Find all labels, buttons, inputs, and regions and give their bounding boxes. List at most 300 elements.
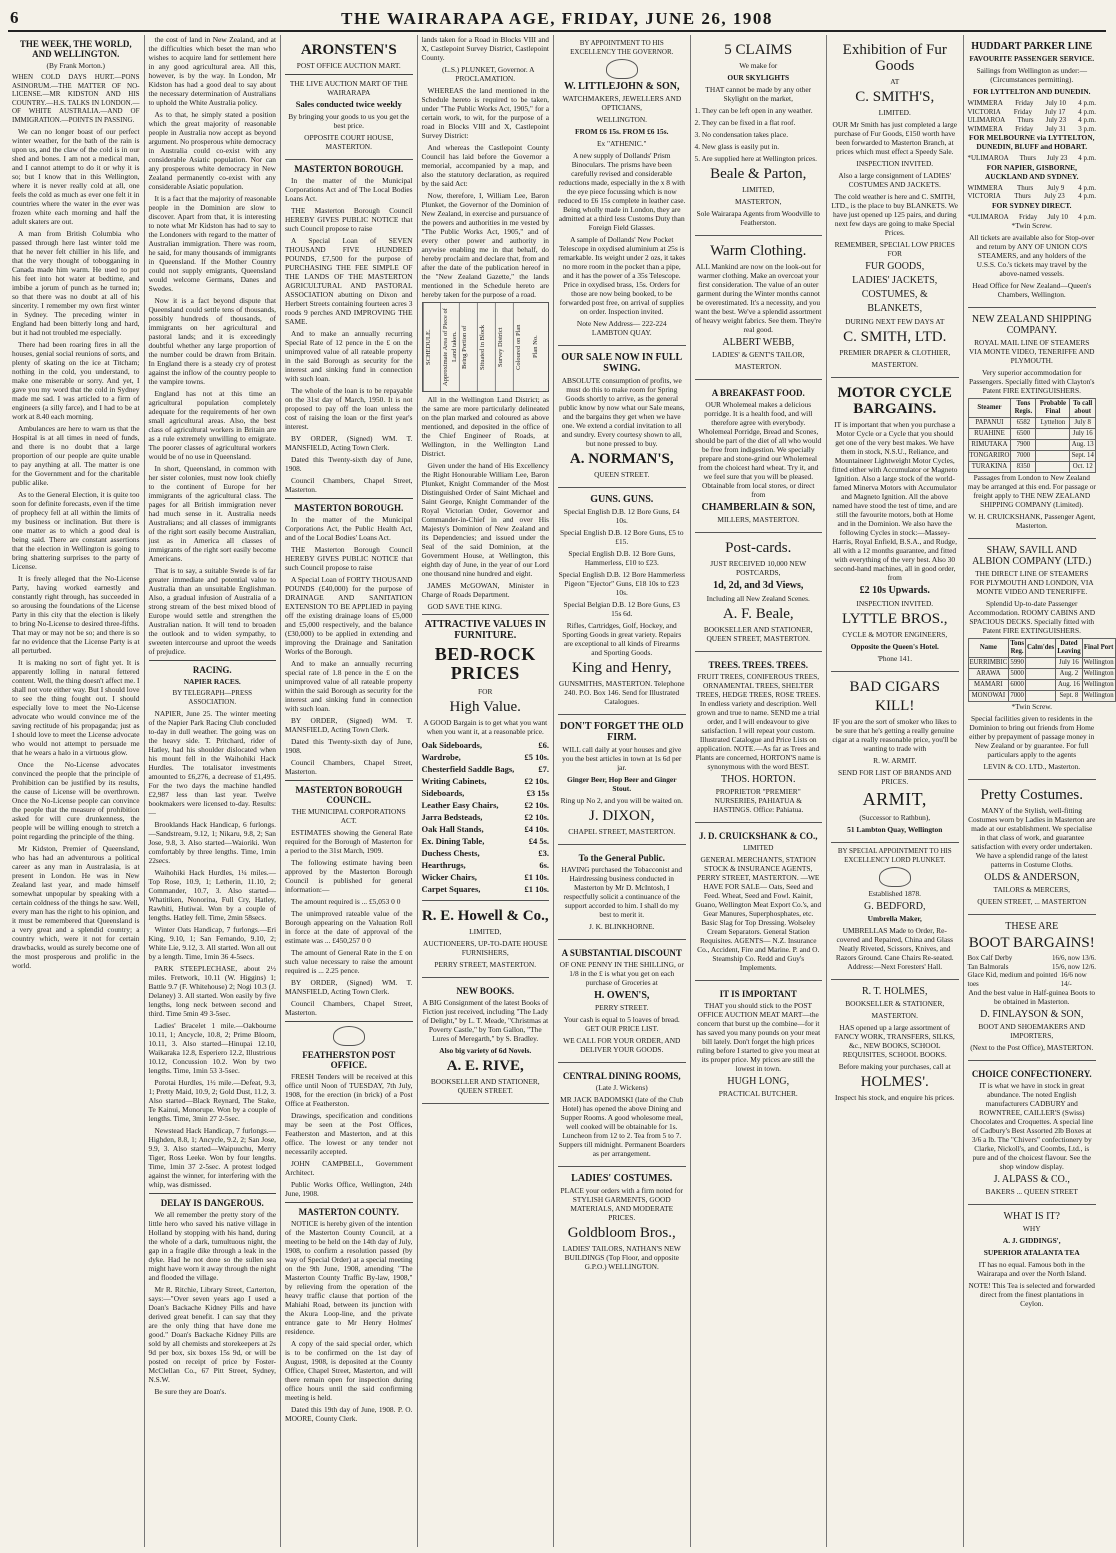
price-row <box>422 823 550 835</box>
danger-paragraph: We all remember the pretty story of the little hero who saved his native village in Holland by stopping with his hand, during the whole of a dark, tumultuous night, the gap in a fragile dike through a leak in the dyke. Had he not done so the sullen sea might have worn it away through the night and flooded the village. <box>148 1210 276 1282</box>
armit-name: ARMIT, <box>862 789 927 809</box>
proclamation-paragraph: WHEREAS the land mentioned in the Schedule hereto is required to be taken, under "The Public Works Act, 1905," for a certain work, to wit, for the purpose of a road in Blocks VIII and X, Castlepoint Survey District: <box>421 86 549 140</box>
table-cell: EURRIMBIC <box>968 658 1009 669</box>
notice-paragraph: Council Chambers, Chapel Street, Masterton. <box>285 758 413 776</box>
tobacconist-ad <box>558 845 686 940</box>
sailing-cell: 4 p.m. <box>1078 212 1096 221</box>
claim-item: 4. New glass is easily put in. <box>694 142 780 151</box>
pretty-text: MANY of the Stylish, well-fitting Costumes worn by Ladies in Masterton are made at our establishment. We specialise in that class of work, and guarantee satisfaction with every order undertaken. We have a splendid range of the latest patterns in Costume Cloths. <box>968 806 1096 869</box>
table-header: Tons Regis. <box>1011 399 1036 418</box>
skylight-ad <box>695 35 823 236</box>
holmes-line: MASTERTON. <box>871 1011 918 1020</box>
finlayson-ad <box>968 915 1097 1061</box>
sailing-cell: Thurs <box>1016 183 1034 192</box>
claims-list <box>695 106 823 163</box>
tobacconist-sign: J. K. BLINKHORNE. <box>589 922 655 931</box>
notice-body <box>285 515 413 776</box>
price-row <box>422 859 550 871</box>
chamberlain-ad <box>695 380 823 533</box>
webb-ad <box>695 236 823 380</box>
danger-body <box>149 1210 277 1396</box>
claim-item: 5. Are supplied here at Wellington prices. <box>694 154 817 163</box>
goldbloom-name: Goldbloom Bros., <box>567 1225 676 1241</box>
route-heading: FOR LYTTELTON AND DUNEDIN. <box>972 87 1091 96</box>
trees-text: FRUIT TREES, CONIFEROUS TREES, ORNAMENTAL TREES, SHELTER TREES, HEDGE TREES, ROSE TREES. In endless variety and description. Well grown and true to name. SEND me a trial order, and I will endeavour to give satisfaction. I will repeat your custom. Illustrated Catalogue and Price Lists on application. NOTE.—As far as Trees and Plants are concerned, HORTON'S name is synonymous with the word BEST. <box>695 672 821 771</box>
table-cell: 6500 <box>1011 429 1036 440</box>
notice-paragraph: Public Works Office, Wellington, 24th June, 1908. <box>285 1180 413 1198</box>
huddart-line: Sailings from Wellington as under:— (Circumstances permitting). <box>976 66 1088 84</box>
norman-ad <box>558 346 686 488</box>
table-cell: Wellington <box>1082 691 1115 702</box>
claims-title: OUR SKYLIGHTS <box>727 73 790 82</box>
furniture-headline: High Value. <box>449 699 521 715</box>
shaw-table <box>968 638 1116 702</box>
page-number: 6 <box>10 8 19 27</box>
long-name: HUGH LONG, <box>727 1076 790 1087</box>
howell-ad <box>422 901 550 978</box>
article-paragraph: A man from British Columbia who passed through here last winter told me that he never felt chillier in his life, and that the very thought of tobogganing in Canada made him warm. He used to put his feet into hot water at bedtime, and imbibe a jorum of punch as he turned in; so that there was no doubt at all of his sincerity. I remember my own first winter in Sydney. The preceding winter in England had been bitterly long and hard, but it had not troubled me especially. <box>12 229 140 337</box>
claims-sub: We make for <box>739 61 778 70</box>
article-paragraph: the cost of land in New Zealand, and at the difficulties which beset the man who wishes to acquire land for settlement here in any good agricultural area. All this, however, is by the way. In London, Mr Kidston has had a good deal to say about the necessary determination of Australians to uphold the White Australia policy. <box>148 35 276 107</box>
table-row <box>968 440 1096 451</box>
littlejohn-paragraph: A new supply of Dollands' Prism Binoculars. The prisms have been carefully revised and considerable reductions made, especially in the x 8 with the eye piece focussing which is now reduced to £6 15s complete in leather case. Being wholly made in London, they are admitted at a third less Customs Duty than Foreign Field Glasses. <box>558 151 686 232</box>
sailing-cell: July 23 <box>1046 154 1068 162</box>
food-heading: A BREAKFAST FOOD. <box>711 388 805 398</box>
postcard-views: 1d, 2d, and 3d Views, <box>713 580 804 591</box>
table-row <box>968 669 1115 680</box>
article-paragraph: It is a fact that the majority of reasonable people in the Dominion are slow to discover. Apart from that, it is interesting to note what Mr Kidston has had to say to the Londoners with regard to the matter of Australian immigration. There was room, he said, for many thousands of immigrants in Queensland. If the Mother Country could not supply emigrants, Queensland would welcome Germans, Danes and Swedes. <box>148 194 276 293</box>
table-cell: TURAKINA <box>968 462 1011 473</box>
schedule-column: Survey District <box>495 303 513 391</box>
danger-heading: DELAY IS DANGEROUS. <box>160 1198 264 1208</box>
fur-line: DURING NEXT FEW DAYS AT <box>845 317 945 326</box>
price-row <box>422 775 550 787</box>
racing-paragraph: Newstead Hack Handicap, 7 furlongs.—Highden, 8.8, 1; Ancycle, 9.2, 2; San Jose, 9.9, 3. Also started—Waipuuchu, Merry Tiger, Ross Leeke. Won by four lengths. Time, 1min 37 2-5sec. A protest lodged against the winner, for interfering with the whip, was dismissed. <box>148 1126 276 1189</box>
dining-text: MR JACK BADOMSKI (late of the Club Hotel) has opened the above Dining and Supper Rooms. A good wholesome meal, well cooked will be obtainable for 1s. Luncheon from 12 to 2. Tea from 5 to 7. Suppers till midnight. Permanent Boarders as per arrangement. <box>558 1095 685 1158</box>
table-header: Final Port <box>1082 639 1115 658</box>
sailing-cell: Thurs <box>1014 192 1031 200</box>
huddart-ad <box>968 35 1097 308</box>
boot-cell: Glace Kid, medium and pointed toes <box>967 971 1058 988</box>
littlejohn-line: WATCHMAKERS, JEWELLERS AND OPTICIANS, <box>562 94 682 112</box>
claim-item: 3. No condensation takes place. <box>694 130 789 139</box>
fur-line: LIMITED. <box>878 108 911 117</box>
sailing-cell: July 9 <box>1047 183 1065 192</box>
column-8 <box>964 35 1114 1547</box>
boot-heading: THESE ARE <box>1005 921 1059 932</box>
rive-name: A. E. RIVE, <box>446 1058 524 1074</box>
item-name: Duchess Chests, <box>421 848 480 858</box>
gun-item: Special English D.B. 12 Bore Guns, £4 10s. <box>563 507 680 525</box>
racing-subheading: NAPIER RACES. <box>183 677 241 686</box>
schedule-column: Coloured on Plan <box>513 303 531 391</box>
notice-paragraph: BY ORDER, (Signed) WM. T. MANSFIELD, Acting Town Clerk. <box>285 434 413 452</box>
sailing-cell: WIMMERA <box>967 183 1003 192</box>
boot-cell: Box Calf Derby <box>967 954 1013 962</box>
guns-list <box>558 507 686 657</box>
holmes-line: BOOKSELLER & STATIONER, <box>845 999 945 1008</box>
huddart-name: HUDDART PARKER LINE <box>971 41 1093 52</box>
notice-paragraph: The amount required is ... £5,053 0 0 <box>291 897 401 906</box>
notice-paragraph: The following estimate having been approved by the Masterton Borough Council is published for general information:— <box>285 858 413 894</box>
cigar-line: R. W. ARMIT. <box>873 756 917 765</box>
important-text: THAT you should stick to the POST OFFICE AUCTION MEAT MART—the concern that burst up the combine—for it has saved you many pounds on your meat bill lately. Don't forget the high prices ruling before I started to give you meat at its proper price. My prices are still the lowest in town. <box>696 1001 821 1073</box>
notice-paragraph: NOTICE is hereby given of the intention of the Masterton County Council, at a meeting to be held on the 14th day of July, 1908, to confirm a resolution passed (by way of Special Order) at a special meeting on the 9th June, 1908, amending "The Masterton County Traffic By-law, 1908," by relieving from the operation of the heavy traffic clause that portion of the Mahiahi Road, between its junction with the Akura Loop-line, and the private entrance gate to Mr Henry Holmes' residence. <box>285 1219 413 1336</box>
smith-name: C. SMITH'S, <box>855 89 935 105</box>
column-2 <box>145 35 282 1547</box>
horton-ad <box>695 652 823 823</box>
table-cell <box>1026 680 1056 691</box>
dining-ad <box>558 1063 686 1167</box>
notice-paragraph: Council Chambers, Chapel Street, Masterton. <box>285 476 413 494</box>
what-heading: WHAT IS IT? <box>1003 1211 1060 1222</box>
table-cell: MONOWAI <box>968 691 1009 702</box>
webb-name: ALBERT WEBB, <box>722 337 795 348</box>
shaw-text: Special facilities given to residents in the Dominion to bring out friends from Home either by prepayment of passage money in New Zealand or by guarantee. For full particulars apply to the agents <box>969 714 1095 759</box>
table-cell: Aug. 13 <box>1070 440 1096 451</box>
alpass-ad <box>968 1061 1097 1205</box>
proclamation-paragraph: JAMES McGOWAN, Minister in Charge of Roads Department. <box>421 581 549 599</box>
olds-line: QUEEN STREET, ... MASTERTON <box>977 897 1087 906</box>
table-cell: 5000 <box>1009 669 1026 680</box>
nzsc-line: Very superior accommodation for Passengers. Specially fitted with Clayton's Patent FIRE EXTINGUISHERS. <box>968 368 1095 395</box>
table-header: Tons Reg. <box>1009 639 1026 658</box>
article-paragraph: We can no longer boast of our perfect winter weather, for the bath of the rain is upon us, and the claw of the cold is in our shed and bones. I am not a medical man, and I cannot attempt to do it or why it is so; but I know that in this Wellington, where it is never really cold at all, one feels the cold as much as ever one felt it in countries where the water in the ever was frozen white each morning and half the adult skaters are out. <box>12 127 140 226</box>
finlayson-line: BOOT AND SHOEMAKERS AND IMPORTERS, <box>978 1022 1086 1040</box>
table-cell: Sept. 14 <box>1070 451 1096 462</box>
norman-name: A. NORMAN'S, <box>569 451 674 467</box>
item-name: Wicker Chairs, <box>421 872 477 882</box>
racing-body <box>149 709 277 1189</box>
motor-line: INSPECTION INVITED. <box>856 599 934 608</box>
huddart-line: Head Office for New Zealand—Queen's Chambers, Wellington. <box>972 281 1092 299</box>
food-text: OUR Wholemeal makes a delicious porridge. It is a health food, and will therefore agree with everybody. Wholemeal Porridge, Bread and Scones, should be part of the diet of all who would be free from indigestion. We specially prepare and stone-grind our Wholemeal from the choicest hard wheat. Try it, and we feel sure that you will be pleased. Obtainable from local stores, or direct from <box>695 400 822 499</box>
claim-item: 2. They can be fixed in a flat roof. <box>694 118 796 127</box>
firm-text: Ginger Beer, Hop Beer and Ginger Stout. <box>567 775 677 793</box>
item-price: £1 10s. <box>524 872 549 882</box>
aronsten-line: Sales conducted twice weekly <box>295 99 402 109</box>
article-body <box>12 127 140 970</box>
item-name: Oak Sideboards, <box>421 740 482 750</box>
cigar-text: IF you are the sort of smoker who likes to be sure that he's getting a really genuine cigar at a really reasonable price, you'll be wanting to trade with <box>832 717 958 753</box>
notice-paragraph: Drawings, specification and conditions may be seen at the Post Offices, Featherston and Masterton, and at this office. The lowest or any tender not necessarily accepted. <box>285 1111 413 1156</box>
price-row <box>422 883 550 895</box>
newspaper-title: THE WAIRARAPA AGE, FRIDAY, JUNE 26, 1908 <box>341 9 773 28</box>
route-heading: FOR NAPIER, GISBORNE, AUCKLAND AND SYDNEY. <box>984 162 1079 181</box>
item-name: Leather Easy Chairs, <box>421 800 499 810</box>
table-cell: July 16 <box>1070 429 1096 440</box>
lyttle-ad <box>831 378 959 672</box>
warm-text: ALL Mankind are now on the look-out for warmer clothing. Make an overcoat your first consideration. The value of an outer garment during the Winter months cannot be overestimated. It's a necessity, and you want the best. We've a splendid assortment of heavy weight fabrics. See them. They're real good. <box>695 262 822 334</box>
article-paragraph: It is freely alleged that the No-License Party, having worked earnestly and constantly right through, has succeeded in so arousing the foundations of the License Party in this city that the election is likely to bring No-License to desired three-fifths. That may or may not be so; and there is so far no evidence that the License Party is at all perturbed. <box>12 574 140 655</box>
furniture-line: A GOOD Bargain is to get what you want when you want it, at a reasonable price. <box>423 718 548 736</box>
article-paragraph: Ambulances are here to warn us that the Hospital is at all times in need of funds, and there is no doubt that a large proportion of our people are quite unable to pay anything at all. The matter is one for the Government and for the charitable public alike. <box>12 424 140 487</box>
dining-heading: CENTRAL DINING ROOMS, <box>562 1071 681 1081</box>
owen-name: H. OWEN'S, <box>594 990 650 1001</box>
price-row <box>422 799 550 811</box>
rive-address: BOOKSELLER AND STATIONER, QUEEN STREET. <box>430 1077 540 1095</box>
horton-address: PROPRIETOR "PREMIER" NURSERIES, PAHIATUA & HASTINGS. Office: Pahiatua. <box>713 787 804 814</box>
table-cell: Aug. 2 <box>1056 669 1082 680</box>
racing-paragraph: PARK STEEPLECHASE, about 2½ miles. Fretwork, 10.11 (W. Higgins) 1; Battle 9.7 (F. Whitehouse) 2; Nogi 10.3 (J. Delaney) 3. All started. Won easily by five lengths, long neck between second and third. Time 5min 49 3-5sec. <box>148 964 276 1018</box>
sale-heading: OUR SALE NOW IN FULL SWING. <box>561 352 683 374</box>
notice-paragraph: BY ORDER, (Signed) WM. T. MANSFIELD, Acting Town Clerk. <box>285 716 413 734</box>
sailing-cell: WIMMERA <box>967 124 1003 133</box>
item-name: Wardrobe, <box>421 752 461 762</box>
sailing-cell: ULIMAROA <box>967 116 1006 124</box>
table-cell: 5990 <box>1009 658 1026 669</box>
sailing-cell: VICTORIA <box>967 107 1001 116</box>
notice-subheading: THE MUNICIPAL CORPORATIONS ACT. <box>291 807 406 825</box>
notice-paragraph: ESTIMATES showing the General Rate required for the Borough of Masterton for a period to the 31st March, 1909. <box>285 828 413 855</box>
sailing-cell: *ULIMAROA <box>967 154 1009 162</box>
item-price: £1 10s. <box>524 884 549 894</box>
article-continued <box>149 35 277 656</box>
notice-heading: MASTERTON BOROUGH. <box>294 164 404 174</box>
route-heading: FOR MELBOURNE via LYTTELTON, DUNEDIN, BLUFF and HOBART. <box>969 133 1095 151</box>
notice-paragraph: THE Masterton Borough Council HEREBY GIVES PUBLIC NOTICE that such Council propose to raise <box>285 545 413 572</box>
sailing-cell: 4 p.m. <box>1078 154 1096 162</box>
nzsc-line: ROYAL MAIL LINE OF STEAMERS VIA MONTE VIDEO, TENERIFFE AND PLYMOUTH. <box>968 338 1095 365</box>
littlejohn-line: WELLINGTON. <box>596 115 648 124</box>
sailing-cell: July 10 <box>1047 212 1068 221</box>
nzsc-text: Passages from London to New Zealand may be arranged at this end. For passage or freight apply to THE NEW ZEALAND SHIPPING COMPANY (Limited). <box>967 473 1096 509</box>
norman-address: QUEEN STREET. <box>594 470 650 479</box>
claims-intro: THAT cannot be made by any other Skylight on the market, <box>705 85 812 103</box>
item-price: £4 10s. <box>524 824 549 834</box>
fur-line: MASTERTON. <box>871 360 918 369</box>
bedford-appointment: BY SPECIAL APPOINTMENT TO HIS EXCELLENCY LORD PLUNKET. <box>837 847 952 864</box>
item-name: Hearthrugs, <box>421 860 466 870</box>
table-cell: Lyttelton <box>1036 418 1070 429</box>
notice-paragraph: The amount of General Rate in the £ on such value necessary to raise the amount required is ... 2.25 pence. <box>285 948 413 975</box>
item-name: Sideboards, <box>421 788 465 798</box>
claims-heading: 5 CLAIMS <box>724 42 793 58</box>
nzsc-agent: W. H. CRUICKSHANK, Passenger Agent, Masterton. <box>968 512 1096 530</box>
fur-text: The cold weather is here and C. SMITH, LTD., is the place to buy BLANKETS. We have just opened up 125 pairs, and during next few days are going to make Special Prices. <box>831 192 959 237</box>
masthead <box>8 6 1106 32</box>
gun-item: Special English D.B. 12 Bore Guns, Hammerless, £10 to £23. <box>568 549 676 567</box>
notice-paragraph: A copy of the said special order, which is to be confirmed on the 1st day of August, 1908, is deposited at the County Office, Chapel Street, Masterton, and will there remain open for inspection during office hours until the said confirming meeting is held. <box>285 1339 413 1402</box>
article-paragraph: It is making no sort of fight yet. It is apparently lolling in natural fettered content. Well, the thing doesn't affect me. I shall not vote either way. But I should love to see the thing fought out. I should especially love to meet the No-License advocate who would convince me of the saving rectitude of his propaganda; just as I should love to meet the License advocate who would not attempt to persuade me that he wears a halo in a virtuous glow. <box>12 658 140 757</box>
table-header: To call about <box>1070 399 1096 418</box>
firm-heading: DON'T FORGET THE OLD FIRM. <box>559 721 684 743</box>
sailing-cell: Thurs <box>1017 116 1034 124</box>
notice-paragraph: The unimproved rateable value of the Borough appearing on the Valuation Roll in force at the date of approval of the estimate was ... £450,257 0 0 <box>285 909 413 945</box>
sailing-row <box>968 125 1097 134</box>
giddings-ad <box>968 1205 1097 1316</box>
olds-name: OLDS & ANDERSON, <box>984 872 1080 883</box>
fur-line: LADIES' JACKETS, <box>852 275 938 286</box>
littlejohn-body <box>558 151 686 337</box>
cigar-ad <box>831 672 959 843</box>
sailing-cell: 4 p.m. <box>1078 107 1096 116</box>
notice-paragraph: Dated this 19th day of June, 1908. P. O. MOORE, County Clerk. <box>285 1405 413 1423</box>
holmes-line: Inspect his stock, and enquire his prices. <box>835 1093 955 1102</box>
books-ad <box>422 978 550 1104</box>
cruickshank-ad <box>695 823 823 981</box>
proclamation-by: (L.S.) PLUNKET, Governor. A PROCLAMATION. <box>442 65 535 83</box>
notice-paragraph: BY ORDER, (Signed) WM. T. MANSFIELD, Acting Town Clerk. <box>285 978 413 996</box>
danger-paragraph: Mr R. Ritchie, Library Street, Carterton, says:—"Over seven years ago I used a Doan's Backache Kidney Pills and have derived great benefit. I can say that they are the only thing that have done me good." Doan's Backache Kidney Pills are sold by all chemists and storekeepers at 2s 9d per box, six boxes 15s 9d, or will be posted on receipt of price by Foster-McClellan Co., 67 Pitt Street, Sydney, N.S.W. <box>148 1285 276 1384</box>
lyttle-line: 'Phone 141. <box>877 654 913 663</box>
table-cell: July 16 <box>1056 658 1082 669</box>
royal-crest-icon <box>606 59 638 79</box>
furniture-line: FOR <box>478 687 493 696</box>
proclamation-paragraph: Given under the hand of His Excellency the Right Honourable William Lee, Baron Plunket, Knight Commander of the Most Distinguished Order of Saint Michael and Saint George, Knight Commander of the Royal Victorian Order, Governor and Commander-in-Chief in and over His Majesty's Dominion of New Zealand and its Dependencies; and issued under the Seal of the said Dominion, at the Government House, at Wellington, this eighth day of June, in the year of our Lord one thousand nine hundred and eight. <box>421 461 549 578</box>
lyttle-line: Opposite the Queen's Hotel. <box>850 642 939 651</box>
column-7 <box>827 35 964 1547</box>
sailing-cell: 4 p.m. <box>1078 192 1096 200</box>
king-address: GUNSMITHS, MASTERTON. Telephone 240. P.O. Box 146. Send for Illustrated Catalogues. <box>558 679 685 706</box>
smith-ad <box>831 35 959 378</box>
armit-address: 51 Lambton Quay, Wellington <box>847 825 943 834</box>
gun-item: Special Belgian D.B. 12 Bore Guns, £3 15s 6d. <box>563 600 680 618</box>
beale-line: LIMITED, <box>742 185 775 194</box>
bedford-line: Umbrella Maker, <box>867 914 922 923</box>
alpass-name: J. ALPASS & CO., <box>993 1174 1070 1185</box>
notice-paragraph: JOHN CAMPBELL, Government Architect. <box>285 1159 413 1177</box>
littlejohn-line: FROM £6 15s. FROM £6 15s. <box>575 127 669 136</box>
postcard-text: Including all New Zealand Scenes. <box>706 594 810 603</box>
sailing-row <box>968 192 1097 201</box>
books-text: A BIG Consignment of the latest Books of Fiction just received, including "The Lady of Delight," by L. T. Meade, "Christmas at Poverty Castle," by Tom Gallon, "The Lures of Meregarth," by S. Bradley. <box>422 998 549 1043</box>
schedule-column: Being Portion of <box>459 303 477 391</box>
article-paragraph: There had been roaring fires in all the houses, genial social reunions of sorts, and plenty of skating on the ice at Titcham; nothing in the cold, you understand, to make one miserable or sorry. And yet, I gave you my word that the cold in Sydney made me sad. I was articled to a firm of engineers (a silly farce), and I had to be at work at 8.40 each morning. <box>12 340 140 421</box>
owen-text: Your cash is equal to 5 loaves of bread. GET OUR PRICE LIST. <box>563 1015 680 1033</box>
webb-line: LADIES' & GENT'S TAILOR, <box>712 350 805 359</box>
proclamation-body <box>422 86 550 299</box>
armit-line: (Successor to Rathbun), <box>859 813 931 822</box>
aronsten-ad <box>285 35 413 160</box>
atalanta-note: NOTE! This Tea is selected and forwarded direct from the finest plantations in Ceylon. <box>968 1281 1095 1308</box>
sailing-cell: 3 p.m. <box>1078 124 1096 133</box>
notice-heading: FEATHERSTON POST OFFICE. <box>302 1050 396 1070</box>
holmes-name: R. T. HOLMES, <box>862 986 928 997</box>
item-price: £7. <box>538 764 549 774</box>
goldbloom-ad <box>558 1167 686 1279</box>
item-price: £6. <box>538 740 549 750</box>
goldbloom-address: LADIES' TAILORS, NATHAN'S NEW BUILDINGS (Top Floor, and opposite G.P.O.) WELLINGTON. <box>562 1244 681 1271</box>
table-cell <box>1036 429 1070 440</box>
item-price: £3. <box>538 848 549 858</box>
owen-text: WE CALL FOR YOUR ORDER, AND DELIVER YOUR GOODS. <box>563 1036 681 1054</box>
boot-row <box>968 971 1097 988</box>
boot-cell: Tan Balmorals <box>967 962 1009 971</box>
table-header: Steamer <box>968 399 1011 418</box>
table-row <box>968 680 1115 691</box>
boot-cell: 15/6, now 12/6. <box>1052 962 1096 971</box>
warrant-line: BY APPOINTMENT TO HIS EXCELLENCY THE GOVERNOR. <box>570 39 674 56</box>
books-text: Also big variety of 6d Novels. <box>439 1046 532 1055</box>
dixon-address: CHAPEL STREET, MASTERTON. <box>568 827 676 836</box>
sale-text: ABSOLUTE consumption of profits, we must do this to make room for Spring Goods shortly to arrive, as the general public know by now what our Sale means, and the bargains they get when we have one. We extend a cordial invitation to all and sundry. Every courtesy shown to all, but none pressed to buy. <box>558 376 685 448</box>
boot-row <box>968 954 1097 963</box>
motor-text: IT is important that when you purchase a Motor Cycle or a Cycle that you should get one of the very best makes. We have them in stock, N.S.U., Reliance, and Mountaineer Lightweight Motor Cycles, fitted either with Accumulator or Magneto Ignition. Also a large stock of the world-famed Minerva Motors with Accumulator and Magneto Ignition. All the above named have stood the test of time, and are still the favourite motors, both at Home and in the Dominion. We also have the following Cycles in stock:—Massey-Harris, Royal Enfield, B.S.A., and Rudge, all with a 12 months guarantee, and fitted with everything of the very best. Also 30 second-hand machines, all in good order, from <box>832 420 958 582</box>
notice-heading: MASTERTON BOROUGH COUNCIL. <box>295 785 403 805</box>
giddings-name: A. J. GIDDINGS', <box>1002 1236 1061 1245</box>
table-row <box>968 429 1096 440</box>
article-paragraph: Mr Kidston, Premier of Queensland, who has had an adventurous a political career as any man in Australasia, is at present in London. He was in New Zealand last year, and made himself somewhat unpopular by speaking with a certain coldness of the things he saw. Well, every man has the right to his opinion, and it must be remembered that Queensland is a very great and a splendid country; a country which, were it not for certain drawbacks, would as surely become one of the most prosperous and prolific in the world. <box>12 844 140 970</box>
littlejohn-paragraph: A sample of Dollands' New Pocket Telescope in oxydised aluminium at 25s is remarkable. Its weight under 2 ozs, it takes no more room in the pocket than a pipe, and it has the power of a 35s Telescope. Price in oxydised brass, 15s. Orders for those are now being booked, to be forwarded post free, on arrival of supplies on order. Inspection invited. <box>558 235 686 316</box>
huddart-text: All tickets are available also for Stop-over and return by ANY OF UNION CO'S STEAMERS, and any holders of the U.S.S. Co.'s tickets may travel by the above-named vessels. <box>969 233 1095 278</box>
howell-name: R. E. Howell & Co., <box>421 908 549 924</box>
article-heading: THE WEEK, THE WORLD, AND WELLINGTON. <box>19 39 132 59</box>
postcard-heading: Post-cards. <box>725 540 792 556</box>
item-name: Oak Hall Stands, <box>421 824 484 834</box>
pretty-heading: Pretty Costumes. <box>980 787 1083 803</box>
firm-text: Ring up No 2, and you will be waited on. <box>560 796 683 805</box>
firm-text: WILL call daily at your houses and give you the best articles in town at 1s 6d per jar. <box>562 745 682 772</box>
racing-paragraph: Winter Oats Handicap, 7 furlongs.—Eri King, 9.10, 1; San Fernando, 9.10, 2; White Lie, 9.12, 3. All started. Won all out by a length. Time, 1min 36 4-5secs. <box>148 925 276 961</box>
table-row <box>968 691 1115 702</box>
article-paragraph: As to the General Election, it is quite too soon for definite forecasts, even if the time of prophecy fell at all within the limits of my business or inclination. But there is one matter as to which a good deal is being said. There are constant assertions that the election in Wellington is going to bring shattering surprises to the party of License. <box>12 490 140 571</box>
boot-text: And the best value in Half-guinea Boots to be obtained in Masterton. <box>968 988 1096 1006</box>
price-row <box>422 763 550 775</box>
aronsten-name: ARONSTEN'S <box>300 42 397 58</box>
sailing-rows <box>968 99 1097 133</box>
article-paragraph: Now it is a fact beyond dispute that Queensland could settle tens of thousands, possibly hundreds of thousands, of immigrants on her agricultural and pastoral lands; and it is exceedingly doubtful whether any large proportion of the number could be drawn from Britain. In England there is a steady cry of protest against the inflow of the country people to the vampire towns. <box>148 296 276 386</box>
table-header: Dated Leaving <box>1056 639 1082 658</box>
huddart-line: *Twin Screw. <box>1011 221 1052 230</box>
racing-heading: RACING. <box>192 665 232 675</box>
table-header: Name <box>968 639 1009 658</box>
tobacconist-text: HAVING purchased the Tobacconist and Hairdressing business conducted in Masterton by Mr D. McIntosh, I respectfully solicit a continuance of the support accorded to him. I shall do my best to merit it. <box>561 865 683 919</box>
sailing-cell: Friday <box>1015 124 1034 133</box>
littlejohn-line: Ex "ATHENIC." <box>596 139 647 148</box>
price-row <box>422 835 550 847</box>
proclamation-intro: lands taken for a Road in Blocks VIII and X, Castlepoint Survey District, Castlepoint County. <box>421 35 549 62</box>
table-cell <box>1026 669 1056 680</box>
guns-heading: GUNS. GUNS. <box>590 494 654 505</box>
fur-line: FUR GOODS, <box>865 261 925 272</box>
cigar-line: SEND FOR LIST OF BRANDS AND PRICES. <box>838 768 952 786</box>
coat-of-arms-icon <box>333 1026 365 1046</box>
table-cell: 7900 <box>1011 440 1036 451</box>
fur-line: COSTUMES, & <box>861 289 928 300</box>
notice-body <box>285 1072 413 1198</box>
schedule-column: SCHEDULE. <box>423 303 441 391</box>
lyttle-name: LYTTLE BROS., <box>841 611 948 627</box>
fur-text: OUR Mr Smith has just completed a large purchase of Fur Goods, £150 worth have been forwarded to Masterton Branch, at prices which must effect a Speedy Sale. <box>832 120 957 156</box>
webb-line: MASTERTON. <box>735 362 782 371</box>
proclamation-paragraph: And whereas the Castlepoint County Council has laid before the Governor a memorial, accompanied by a map, and also the statutory declaration, as required by the said Act: <box>421 143 549 188</box>
notice-body <box>285 1219 413 1423</box>
fur-line: REMEMBER, SPECIAL LOW PRICES FOR <box>834 240 955 258</box>
item-price: £3 15s <box>526 788 549 798</box>
sailing-rows <box>968 213 1097 222</box>
table-cell: 6582 <box>1011 418 1036 429</box>
cigar-heading: KILL! <box>875 698 915 714</box>
proclamation-paragraph: All in the Wellington Land District; as the same are more particularly delineated on the plan marked and coloured as above mentioned, and deposited in the office of the Chief Engineer of Roads, at Wellington, in the Wellington Land District. <box>421 395 549 458</box>
holmes-text: HAS opened up a large assortment of FANCY WORK, TRANSFERS, SILKS, &c., NEW BOOKS, SCHOOL REQUISITES, SCHOOL BOOKS. <box>834 1023 955 1059</box>
table-cell: Oct. 12 <box>1070 462 1096 473</box>
proclamation-tail <box>422 395 550 611</box>
boot-row <box>968 963 1097 972</box>
column-6 <box>691 35 828 1547</box>
shaw-savill-ad <box>968 539 1114 780</box>
table-cell: MAMARI <box>968 680 1009 691</box>
owen-ad <box>558 940 686 1063</box>
racing-paragraph: Waihohiki Hack Hurdles, 1¼ miles.—Top Rose, 10.9, 1; Letherin, 11.10, 2; Commander, 10.7, 3. Also started—Whatitiken, Nonorina, Full Cry, Hatley, Rawhiti, Hutiwai. Won by a couple of lengths. Hatley fell. Time, 2min 58secs. <box>148 868 276 922</box>
owen-address: PERRY STREET. <box>595 1003 649 1012</box>
table-row <box>968 462 1096 473</box>
table-cell: 7000 <box>1011 451 1036 462</box>
choice-text: IT is what we have in stock in great abundance. The noted English manufacturers CADBURY and ROWNTREE, CAILLER'S (Swiss) Chocolates and Croquettes. A special line of Cadbury's Best Assorted 2lb Boxes at 3/6 a lb. The "Chivers" confectionery by Clarke, Nickoll's, and Coombs, Ltd., is pure and of the choicest flavour. See the shop window display. <box>970 1081 1094 1171</box>
shaw-name: SHAW, SAVILL AND ALBION COMPANY (LTD.) <box>972 545 1092 567</box>
sailing-row <box>968 116 1097 125</box>
item-name: Carpet Squares, <box>421 884 481 894</box>
